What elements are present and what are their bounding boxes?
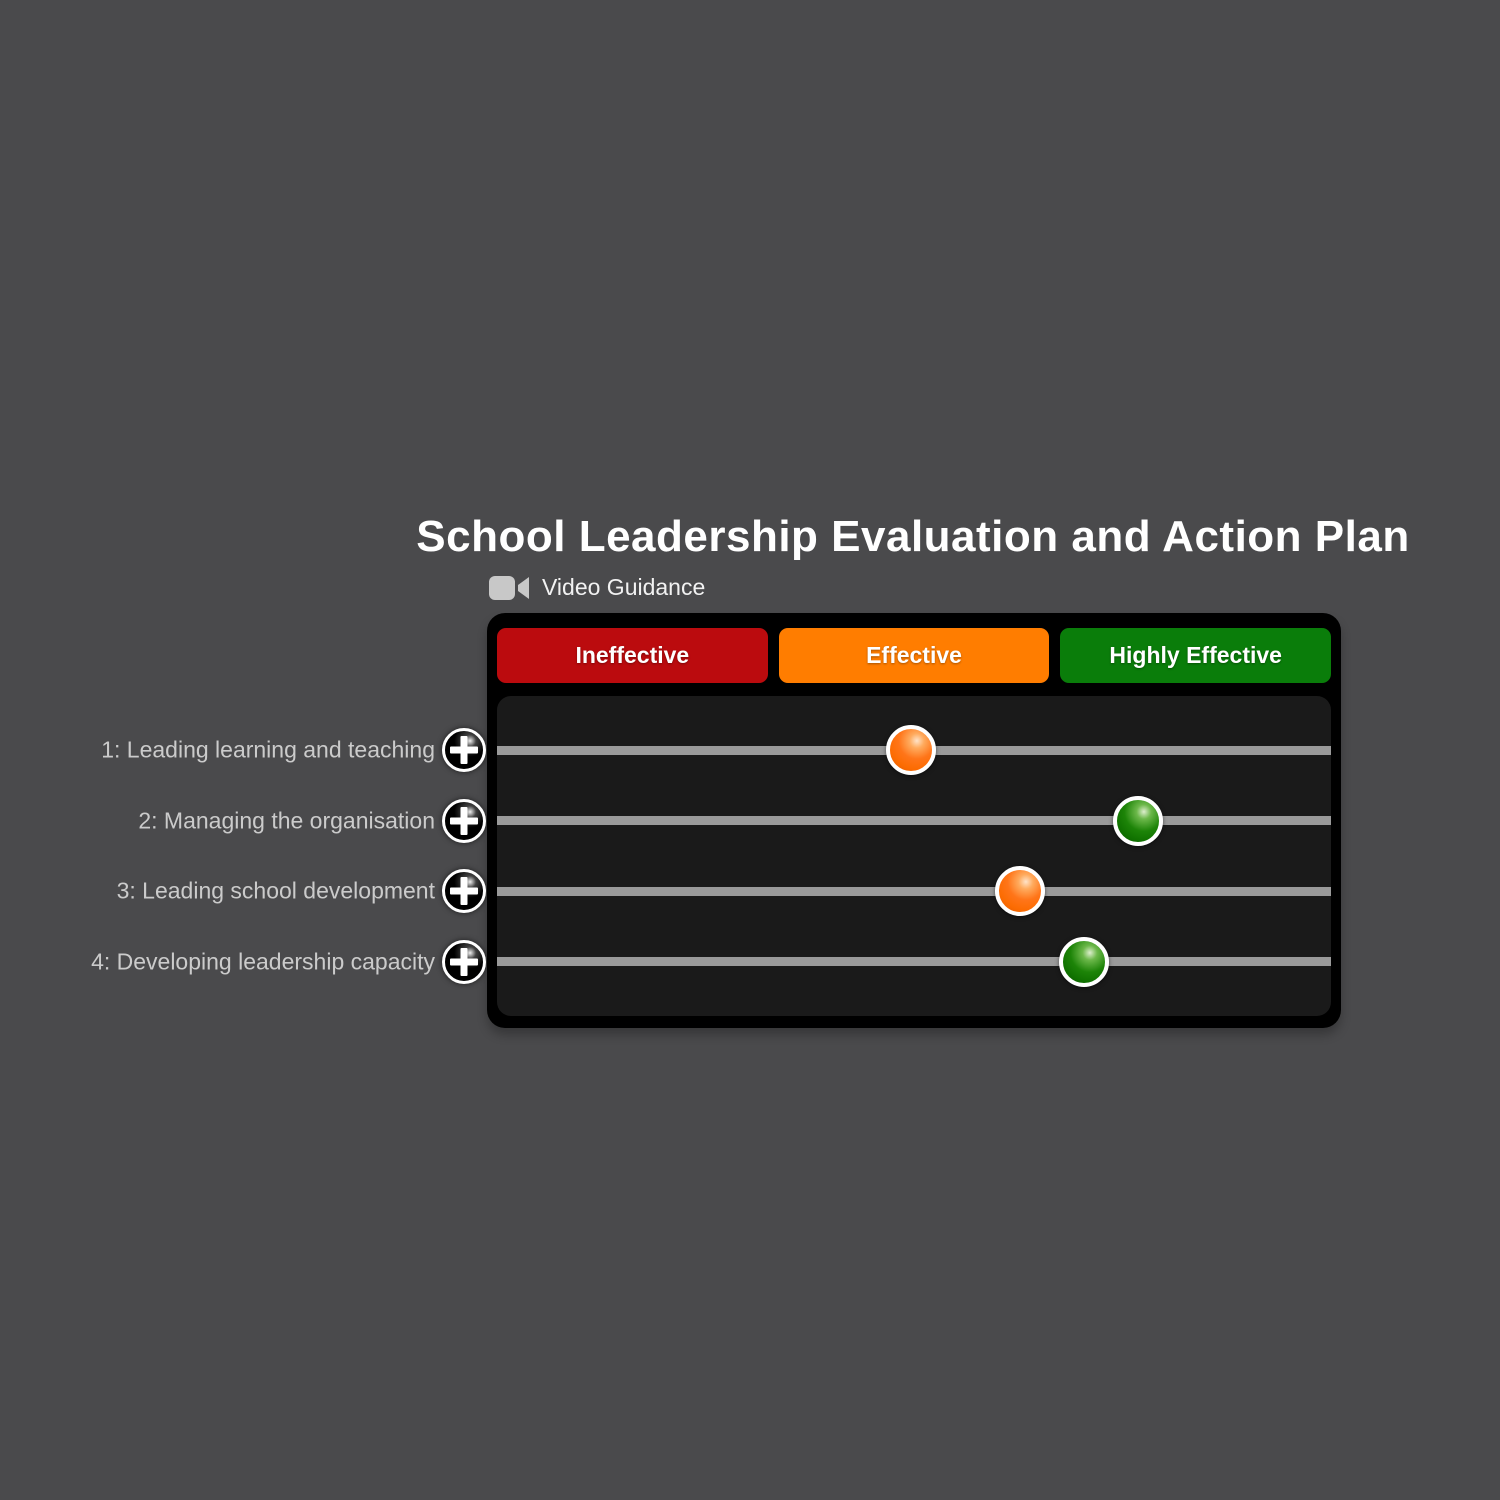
- plus-icon: [445, 872, 483, 910]
- add-action-button[interactable]: [442, 799, 486, 843]
- slider-knob[interactable]: [995, 866, 1045, 916]
- slider-row-school-development: [116, 856, 1331, 927]
- slider-row-managing-organisation: [138, 785, 1331, 856]
- rating-button-highly-effective[interactable]: Highly Effective: [1060, 628, 1331, 683]
- video-camera-icon: [489, 575, 530, 601]
- row-label: 2: Managing the organisation: [138, 807, 435, 833]
- plus-icon: [445, 943, 483, 981]
- page-title: School Leadership Evaluation and Action Plan: [416, 512, 1410, 562]
- rating-button-effective[interactable]: Effective: [779, 628, 1050, 683]
- slider-knob[interactable]: [1113, 796, 1163, 846]
- row-label: 1: Leading learning and teaching: [101, 736, 435, 763]
- slider-knob[interactable]: [886, 725, 936, 775]
- add-action-button[interactable]: [442, 728, 486, 772]
- video-guidance-label: Video Guidance: [542, 574, 706, 600]
- slider-track[interactable]: [497, 887, 1331, 896]
- plus-icon: [445, 731, 483, 769]
- evaluation-panel: [91, 613, 1341, 1028]
- add-action-button[interactable]: [442, 869, 486, 913]
- slider-row-leadership-capacity: [91, 926, 1331, 997]
- slider-row-leading-learning: [101, 715, 1331, 786]
- rating-button-ineffective[interactable]: Ineffective: [497, 628, 768, 683]
- rating-scale-header: [497, 628, 1331, 683]
- row-label: 4: Developing leadership capacity: [91, 948, 435, 974]
- slider-track[interactable]: [497, 816, 1331, 825]
- slider-track[interactable]: [497, 957, 1331, 966]
- plus-icon: [445, 802, 483, 840]
- row-label: 3: Leading school development: [116, 877, 435, 904]
- slider-knob[interactable]: [1059, 937, 1109, 987]
- slider-panel: [91, 696, 1331, 1016]
- add-action-button[interactable]: [442, 940, 486, 984]
- video-guidance-button[interactable]: [489, 574, 705, 601]
